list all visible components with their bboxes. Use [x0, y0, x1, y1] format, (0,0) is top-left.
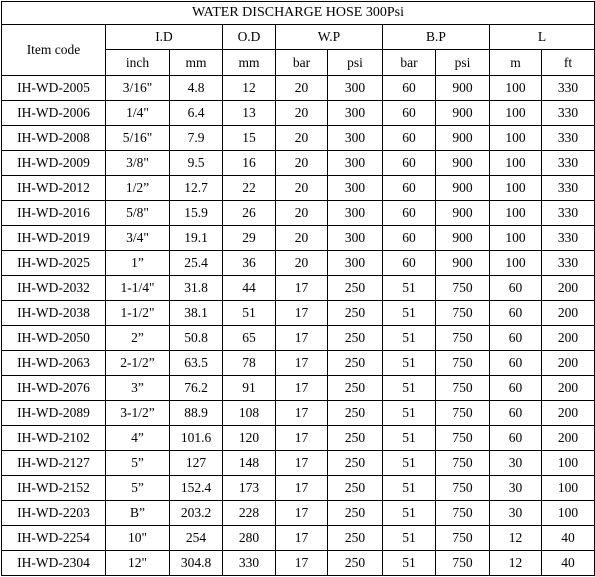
table-body [2, 76, 595, 576]
wp-psi-cell: 250 [328, 501, 383, 526]
table-row [2, 276, 595, 301]
unit-id-inch: inch [106, 50, 170, 76]
l-m-cell: 100 [490, 126, 542, 151]
wp-bar-cell: 17 [276, 351, 328, 376]
l-ft-cell: 330 [542, 76, 595, 101]
id-mm-cell: 25.4 [170, 251, 223, 276]
item-code-cell: IH-WD-2089 [2, 401, 106, 426]
l-header: L [490, 25, 595, 50]
wp-psi-cell: 300 [328, 101, 383, 126]
wp-bar-cell: 17 [276, 451, 328, 476]
id-inch-cell: 2” [106, 326, 170, 351]
bp-psi-cell: 900 [436, 76, 490, 101]
item-code-cell: IH-WD-2032 [2, 276, 106, 301]
bp-bar-cell: 60 [383, 251, 436, 276]
id-inch-cell: 2-1/2” [106, 351, 170, 376]
item-code-cell: IH-WD-2127 [2, 451, 106, 476]
id-mm-cell: 127 [170, 451, 223, 476]
od-mm-cell: 16 [223, 151, 276, 176]
item-code-cell: IH-WD-2254 [2, 526, 106, 551]
wp-psi-cell: 250 [328, 526, 383, 551]
id-inch-cell: 1-1/2" [106, 301, 170, 326]
id-mm-cell: 38.1 [170, 301, 223, 326]
bp-psi-cell: 750 [436, 376, 490, 401]
wp-bar-cell: 20 [276, 226, 328, 251]
wp-bar-cell: 17 [276, 551, 328, 576]
l-ft-cell: 200 [542, 376, 595, 401]
id-mm-cell: 76.2 [170, 376, 223, 401]
item-code-cell: IH-WD-2102 [2, 426, 106, 451]
od-mm-cell: 228 [223, 501, 276, 526]
bp-bar-cell: 51 [383, 401, 436, 426]
od-mm-cell: 280 [223, 526, 276, 551]
od-mm-cell: 330 [223, 551, 276, 576]
bp-bar-cell: 51 [383, 501, 436, 526]
id-mm-cell: 63.5 [170, 351, 223, 376]
wp-bar-cell: 17 [276, 276, 328, 301]
item-code-cell: IH-WD-2203 [2, 501, 106, 526]
od-mm-cell: 148 [223, 451, 276, 476]
item-code-cell: IH-WD-2152 [2, 476, 106, 501]
wp-psi-cell: 250 [328, 376, 383, 401]
table-row [2, 501, 595, 526]
wp-bar-cell: 17 [276, 326, 328, 351]
od-mm-cell: 22 [223, 176, 276, 201]
table-row [2, 476, 595, 501]
l-ft-cell: 330 [542, 101, 595, 126]
od-mm-cell: 29 [223, 226, 276, 251]
table-row [2, 326, 595, 351]
table-row [2, 426, 595, 451]
od-mm-cell: 108 [223, 401, 276, 426]
id-mm-cell: 101.6 [170, 426, 223, 451]
l-ft-cell: 200 [542, 426, 595, 451]
wp-psi-cell: 250 [328, 326, 383, 351]
header-group-row [2, 25, 595, 50]
wp-psi-cell: 250 [328, 451, 383, 476]
wp-psi-cell: 250 [328, 351, 383, 376]
l-m-cell: 60 [490, 351, 542, 376]
od-mm-cell: 173 [223, 476, 276, 501]
wp-bar-cell: 20 [276, 76, 328, 101]
unit-wp-bar: bar [276, 50, 328, 76]
wp-psi-cell: 300 [328, 201, 383, 226]
id-mm-cell: 19.1 [170, 226, 223, 251]
l-m-cell: 100 [490, 226, 542, 251]
l-m-cell: 12 [490, 526, 542, 551]
item-code-cell: IH-WD-2050 [2, 326, 106, 351]
table-row [2, 376, 595, 401]
table-row [2, 76, 595, 101]
l-ft-cell: 100 [542, 451, 595, 476]
id-mm-cell: 4.8 [170, 76, 223, 101]
l-ft-cell: 200 [542, 351, 595, 376]
table-row [2, 451, 595, 476]
table-row [2, 401, 595, 426]
item-code-cell: IH-WD-2063 [2, 351, 106, 376]
table-row [2, 101, 595, 126]
od-mm-cell: 13 [223, 101, 276, 126]
table-row [2, 526, 595, 551]
l-ft-cell: 40 [542, 551, 595, 576]
id-inch-cell: 3/4" [106, 226, 170, 251]
table-row [2, 251, 595, 276]
bp-psi-cell: 750 [436, 401, 490, 426]
l-ft-cell: 200 [542, 326, 595, 351]
id-inch-cell: 12" [106, 551, 170, 576]
bp-psi-cell: 750 [436, 551, 490, 576]
id-mm-cell: 152.4 [170, 476, 223, 501]
l-m-cell: 60 [490, 426, 542, 451]
id-mm-cell: 254 [170, 526, 223, 551]
od-mm-cell: 120 [223, 426, 276, 451]
od-mm-cell: 44 [223, 276, 276, 301]
od-mm-cell: 51 [223, 301, 276, 326]
l-m-cell: 60 [490, 376, 542, 401]
unit-l-m: m [490, 50, 542, 76]
id-mm-cell: 304.8 [170, 551, 223, 576]
wp-bar-cell: 20 [276, 151, 328, 176]
item-code-cell: IH-WD-2019 [2, 226, 106, 251]
bp-psi-cell: 750 [436, 326, 490, 351]
id-mm-cell: 6.4 [170, 101, 223, 126]
bp-psi-cell: 900 [436, 126, 490, 151]
wp-bar-cell: 20 [276, 176, 328, 201]
id-mm-cell: 31.8 [170, 276, 223, 301]
bp-header: B.P [383, 25, 490, 50]
wp-bar-cell: 20 [276, 251, 328, 276]
id-mm-cell: 88.9 [170, 401, 223, 426]
bp-psi-cell: 750 [436, 451, 490, 476]
l-ft-cell: 330 [542, 201, 595, 226]
bp-psi-cell: 900 [436, 201, 490, 226]
l-m-cell: 30 [490, 451, 542, 476]
item-code-cell: IH-WD-2009 [2, 151, 106, 176]
bp-bar-cell: 60 [383, 151, 436, 176]
bp-psi-cell: 900 [436, 151, 490, 176]
id-mm-cell: 50.8 [170, 326, 223, 351]
table-row [2, 201, 595, 226]
bp-bar-cell: 51 [383, 451, 436, 476]
item-code-cell: IH-WD-2006 [2, 101, 106, 126]
wp-psi-cell: 300 [328, 251, 383, 276]
bp-bar-cell: 51 [383, 326, 436, 351]
id-inch-cell: 1” [106, 251, 170, 276]
unit-bp-psi: psi [436, 50, 490, 76]
od-mm-cell: 65 [223, 326, 276, 351]
bp-psi-cell: 750 [436, 526, 490, 551]
item-code-cell: IH-WD-2005 [2, 76, 106, 101]
bp-bar-cell: 51 [383, 476, 436, 501]
id-inch-cell: 1/4" [106, 101, 170, 126]
l-ft-cell: 330 [542, 176, 595, 201]
id-inch-cell: 1/2” [106, 176, 170, 201]
table-title: WATER DISCHARGE HOSE 300Psi [2, 2, 595, 25]
l-ft-cell: 330 [542, 251, 595, 276]
id-inch-cell: 3/16" [106, 76, 170, 101]
wp-bar-cell: 17 [276, 376, 328, 401]
l-m-cell: 60 [490, 326, 542, 351]
id-inch-cell: 3-1/2” [106, 401, 170, 426]
id-mm-cell: 12.7 [170, 176, 223, 201]
bp-psi-cell: 900 [436, 176, 490, 201]
id-inch-cell: 1-1/4" [106, 276, 170, 301]
id-inch-cell: 4” [106, 426, 170, 451]
bp-bar-cell: 60 [383, 76, 436, 101]
wp-bar-cell: 20 [276, 126, 328, 151]
bp-bar-cell: 60 [383, 126, 436, 151]
od-mm-cell: 36 [223, 251, 276, 276]
bp-bar-cell: 60 [383, 101, 436, 126]
id-inch-cell: B” [106, 501, 170, 526]
l-ft-cell: 330 [542, 151, 595, 176]
l-ft-cell: 330 [542, 126, 595, 151]
id-mm-cell: 7.9 [170, 126, 223, 151]
l-m-cell: 12 [490, 551, 542, 576]
l-m-cell: 30 [490, 476, 542, 501]
wp-bar-cell: 20 [276, 201, 328, 226]
wp-bar-cell: 17 [276, 426, 328, 451]
l-m-cell: 100 [490, 251, 542, 276]
bp-psi-cell: 750 [436, 301, 490, 326]
od-mm-cell: 91 [223, 376, 276, 401]
table-row [2, 301, 595, 326]
bp-bar-cell: 51 [383, 301, 436, 326]
bp-psi-cell: 750 [436, 501, 490, 526]
wp-psi-cell: 300 [328, 76, 383, 101]
wp-psi-cell: 300 [328, 226, 383, 251]
item-code-cell: IH-WD-2304 [2, 551, 106, 576]
l-m-cell: 60 [490, 301, 542, 326]
bp-bar-cell: 60 [383, 176, 436, 201]
id-inch-cell: 5/16" [106, 126, 170, 151]
id-inch-cell: 5” [106, 476, 170, 501]
wp-bar-cell: 17 [276, 501, 328, 526]
wp-psi-cell: 250 [328, 476, 383, 501]
item-code-cell: IH-WD-2076 [2, 376, 106, 401]
bp-bar-cell: 51 [383, 351, 436, 376]
bp-psi-cell: 900 [436, 226, 490, 251]
table-row [2, 551, 595, 576]
wp-header: W.P [276, 25, 383, 50]
bp-bar-cell: 51 [383, 276, 436, 301]
wp-psi-cell: 250 [328, 426, 383, 451]
l-m-cell: 100 [490, 176, 542, 201]
l-m-cell: 100 [490, 101, 542, 126]
wp-bar-cell: 17 [276, 401, 328, 426]
unit-od-mm: mm [223, 50, 276, 76]
unit-l-ft: ft [542, 50, 595, 76]
l-m-cell: 100 [490, 151, 542, 176]
l-m-cell: 100 [490, 201, 542, 226]
item-code-header: Item code [2, 25, 106, 76]
title-row [2, 2, 595, 25]
wp-psi-cell: 250 [328, 551, 383, 576]
od-header: O.D [223, 25, 276, 50]
bp-bar-cell: 60 [383, 226, 436, 251]
bp-bar-cell: 51 [383, 426, 436, 451]
bp-bar-cell: 60 [383, 201, 436, 226]
id-inch-cell: 10" [106, 526, 170, 551]
table-row [2, 176, 595, 201]
unit-id-mm: mm [170, 50, 223, 76]
id-mm-cell: 15.9 [170, 201, 223, 226]
wp-bar-cell: 17 [276, 476, 328, 501]
od-mm-cell: 78 [223, 351, 276, 376]
item-code-cell: IH-WD-2038 [2, 301, 106, 326]
bp-bar-cell: 51 [383, 376, 436, 401]
hose-spec-table [1, 1, 595, 576]
id-inch-cell: 5” [106, 451, 170, 476]
l-ft-cell: 100 [542, 476, 595, 501]
od-mm-cell: 12 [223, 76, 276, 101]
id-inch-cell: 3” [106, 376, 170, 401]
bp-bar-cell: 51 [383, 526, 436, 551]
l-ft-cell: 200 [542, 301, 595, 326]
bp-psi-cell: 900 [436, 101, 490, 126]
unit-wp-psi: psi [328, 50, 383, 76]
item-code-cell: IH-WD-2008 [2, 126, 106, 151]
l-m-cell: 100 [490, 76, 542, 101]
wp-psi-cell: 250 [328, 301, 383, 326]
l-m-cell: 30 [490, 501, 542, 526]
l-ft-cell: 100 [542, 501, 595, 526]
l-ft-cell: 200 [542, 401, 595, 426]
table-row [2, 226, 595, 251]
bp-psi-cell: 750 [436, 476, 490, 501]
wp-psi-cell: 250 [328, 401, 383, 426]
od-mm-cell: 15 [223, 126, 276, 151]
l-ft-cell: 330 [542, 226, 595, 251]
table-row [2, 126, 595, 151]
l-ft-cell: 200 [542, 276, 595, 301]
wp-psi-cell: 250 [328, 276, 383, 301]
item-code-cell: IH-WD-2012 [2, 176, 106, 201]
l-m-cell: 60 [490, 276, 542, 301]
bp-psi-cell: 900 [436, 251, 490, 276]
item-code-cell: IH-WD-2016 [2, 201, 106, 226]
table-row [2, 351, 595, 376]
id-inch-cell: 3/8" [106, 151, 170, 176]
bp-psi-cell: 750 [436, 351, 490, 376]
wp-bar-cell: 17 [276, 301, 328, 326]
wp-bar-cell: 20 [276, 101, 328, 126]
wp-psi-cell: 300 [328, 176, 383, 201]
table-row [2, 151, 595, 176]
bp-bar-cell: 51 [383, 551, 436, 576]
wp-bar-cell: 17 [276, 526, 328, 551]
wp-psi-cell: 300 [328, 151, 383, 176]
id-header: I.D [106, 25, 223, 50]
wp-psi-cell: 300 [328, 126, 383, 151]
item-code-cell: IH-WD-2025 [2, 251, 106, 276]
unit-bp-bar: bar [383, 50, 436, 76]
l-m-cell: 60 [490, 401, 542, 426]
bp-psi-cell: 750 [436, 426, 490, 451]
od-mm-cell: 26 [223, 201, 276, 226]
id-mm-cell: 9.5 [170, 151, 223, 176]
id-inch-cell: 5/8" [106, 201, 170, 226]
bp-psi-cell: 750 [436, 276, 490, 301]
l-ft-cell: 40 [542, 526, 595, 551]
id-mm-cell: 203.2 [170, 501, 223, 526]
